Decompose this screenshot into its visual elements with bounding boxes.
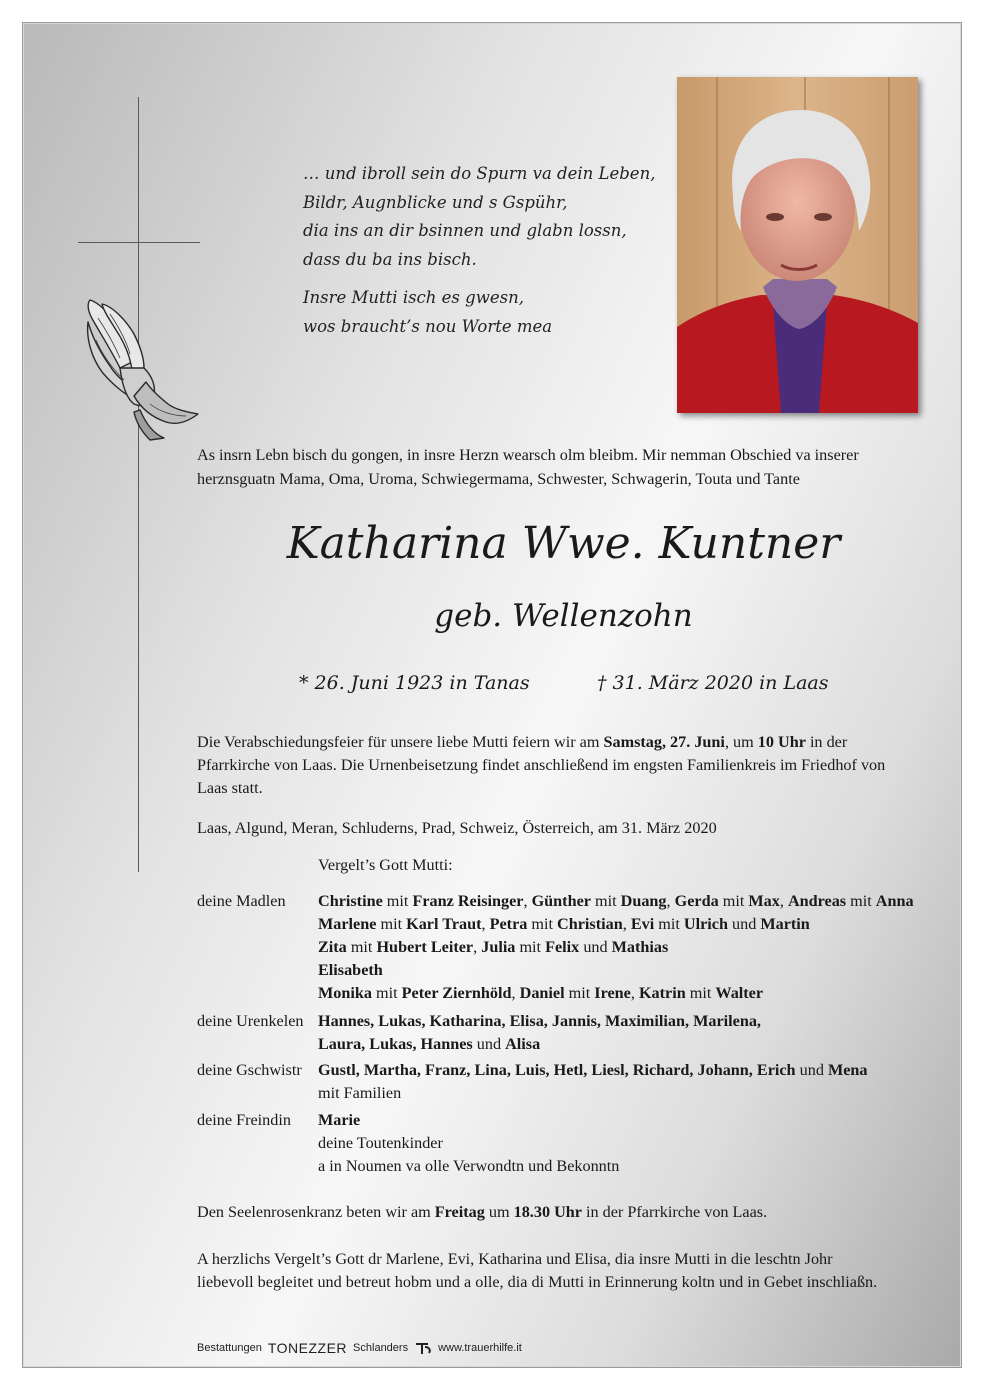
poem (303, 160, 663, 341)
rosary-text (197, 1201, 930, 1224)
urenkelen-line: Laura, Lukas, Hannes und Alisa (318, 1035, 541, 1053)
gschwistr-list (318, 1059, 868, 1105)
closing-text (197, 1248, 930, 1294)
ceremony-line (197, 731, 930, 754)
poem-line: … und ibroll sein do Spurn va dein Leben, (303, 164, 656, 183)
cross-icon (138, 97, 139, 872)
poem-line: dass du ba ins bisch. (303, 249, 477, 269)
text: in der (805, 733, 848, 751)
freindin-line: Marie (318, 1111, 361, 1129)
freindin-line: deine Toutenkinder (318, 1134, 443, 1152)
urenkelen-list (318, 1010, 761, 1056)
trauerhilfe-logo-icon (414, 1341, 432, 1355)
poem-line: dia ins an dir bsinnen und glabn lossn, (303, 221, 627, 240)
intro-text (197, 443, 930, 491)
text: Die Verabschiedungsfeier für unsere liebe Mutti feiern wir am (197, 733, 604, 751)
intro-line: herznsguatn Mama, Oma, Uroma, Schwiegermama, Schwester, Schwagerin, Touta und Tante (197, 470, 800, 488)
text: , um (724, 733, 758, 751)
closing-line: A herzlichs Vergelt’s Gott dr Marlene, Evi, Katharina und Elisa, dia insre Mutti in die leschtn Johr (197, 1250, 833, 1268)
ceremony-time: 10 Uhr (757, 733, 806, 751)
deceased-name: Katharina Wwe. Kuntner (286, 518, 841, 569)
poem-line: Insre Mutti isch es gwesn, (303, 288, 524, 307)
footer-prefix: Bestattungen (197, 1342, 262, 1354)
footer-url: www.trauerhilfe.it (438, 1342, 522, 1354)
footer-brand: TONEZZER (267, 1340, 348, 1356)
relative-label-urenkelen: deine Urenkelen (197, 1012, 304, 1030)
madlen-list (318, 890, 914, 1005)
relative-label-freindin: deine Freindin (197, 1111, 291, 1129)
intro-line: As insrn Lebn bisch du gongen, in insre Herzn wearsch olm bleibm. Mir nemman Obschied va inserer (197, 446, 859, 464)
ceremony-line: Pfarrkirche von Laas. Die Urnenbeisetzung findet anschließend im engsten Familienkreis im Friedhof von (197, 756, 886, 774)
ceremony-text (197, 731, 930, 800)
gschwistr-line: mit Familien (318, 1084, 402, 1102)
freindin-list (318, 1109, 619, 1178)
footer-place: Schlanders (353, 1342, 409, 1354)
gschwistr-line: Gustl, Martha, Franz, Lina, Luis, Hetl, Liesl, Richard, Johann, Erich und Mena (318, 1061, 868, 1079)
urenkelen-line: Hannes, Lukas, Katharina, Elisa, Jannis, Maximilian, Marilena, (318, 1012, 761, 1030)
ceremony-date: Samstag, 27. Juni (603, 733, 725, 751)
place-date-line: Laas, Algund, Meran, Schluderns, Prad, Schweiz, Österreich, am 31. März 2020 (197, 819, 717, 837)
maiden-name: geb. Wellenzohn (434, 598, 693, 634)
thanks-text: Vergelt’s Gott Mutti: (318, 856, 453, 874)
poem-line: wos braucht’s nou Worte mea (303, 316, 553, 336)
closing-line: liebevoll begleitet und betreut hobm und a olle, dia di Mutti in Erinnerung koltn und in Gebet inschliaßn. (197, 1273, 878, 1291)
rosary-line: Den Seelenrosenkranz beten wir am Freitag um 18.30 Uhr in der Pfarrkirche von Laas. (197, 1203, 768, 1221)
relative-label-gschwistr: deine Gschwistr (197, 1061, 302, 1079)
madlen-line: Monika mit Peter Ziernhöld, Daniel mit Irene, Katrin mit Walter (318, 984, 764, 1002)
madlen-line: Christine mit Franz Reisinger, Günther mit Duang, Gerda mit Max, Andreas mit Anna (318, 892, 914, 910)
footer (197, 1340, 522, 1356)
birth-date: * 26. Juni 1923 in Tanas (299, 672, 530, 694)
madlen-line: Zita mit Hubert Leiter, Julia mit Felix und Mathias (318, 938, 669, 956)
place-date (197, 817, 930, 840)
poem-line: Bildr, Augnblicke und s Gspühr, (303, 192, 568, 212)
relative-label-madlen: deine Madlen (197, 892, 286, 910)
death-date: † 31. März 2020 in Laas (597, 672, 829, 694)
madlen-line: Marlene mit Karl Traut, Petra mit Christian, Evi mit Ulrich und Martin (318, 915, 810, 933)
praying-hands-icon (80, 292, 208, 442)
portrait-photo (677, 77, 918, 413)
thanks-line (318, 854, 918, 877)
freindin-line: a in Noumen va olle Verwondtn und Bekonntn (318, 1157, 620, 1175)
ceremony-line: Laas statt. (197, 779, 263, 797)
cross-bar (78, 242, 200, 243)
madlen-line: Elisabeth (318, 961, 383, 979)
